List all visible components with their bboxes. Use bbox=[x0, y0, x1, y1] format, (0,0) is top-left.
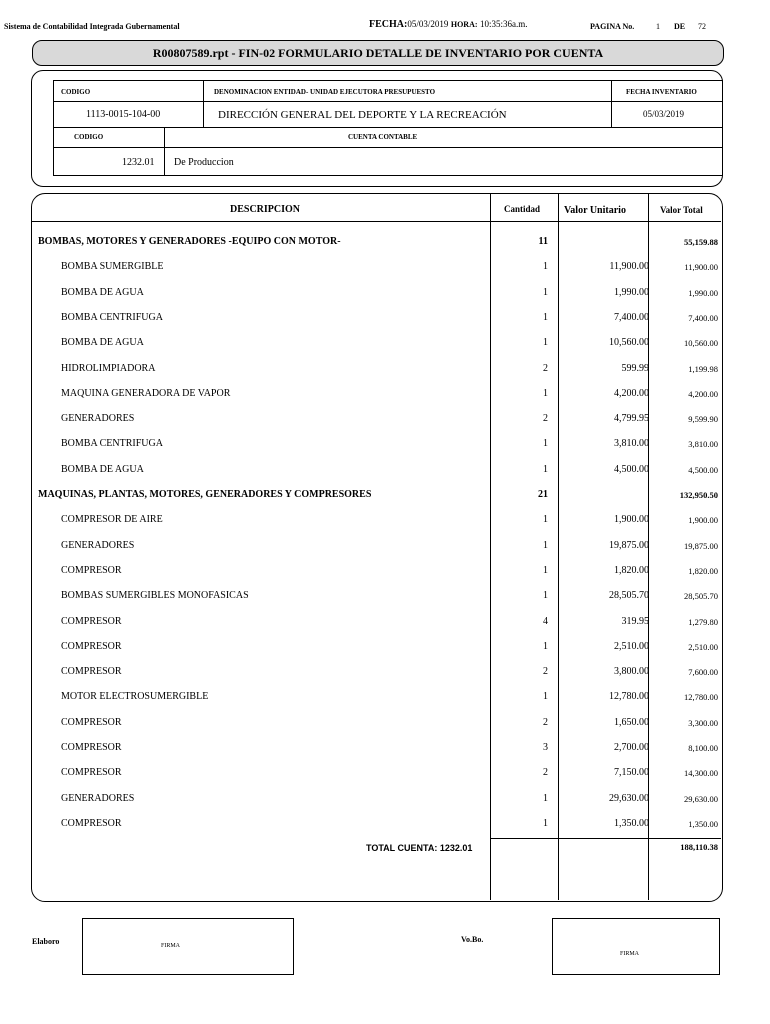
row-total-value: 7,600.00 bbox=[688, 667, 718, 678]
row-unit-value: 1,990.00 bbox=[614, 286, 649, 298]
row-quantity: 2 bbox=[543, 413, 548, 425]
row-quantity: 1 bbox=[543, 463, 548, 475]
firma-label-right: FIRMA bbox=[620, 951, 640, 957]
row-description: BOMBAS, MOTORES Y GENERADORES -EQUIPO CON MOTOR- bbox=[38, 236, 341, 247]
row-description: HIDROLIMPIADORA bbox=[61, 362, 156, 374]
header-descripcion: DESCRIPCION bbox=[230, 204, 301, 215]
row-description: GENERADORES bbox=[61, 413, 135, 425]
de-label: DE bbox=[674, 22, 686, 31]
row-total-value: 8,100.00 bbox=[688, 743, 718, 753]
table-row bbox=[0, 818, 770, 843]
table-row bbox=[0, 666, 770, 691]
row-quantity: 1 bbox=[543, 590, 548, 602]
pagina-value: 1 bbox=[656, 22, 660, 31]
firma-box-vobo bbox=[552, 918, 720, 975]
row-description: BOMBA DE AGUA bbox=[61, 337, 144, 349]
row-description: BOMBA DE AGUA bbox=[61, 463, 144, 475]
row-quantity: 2 bbox=[543, 666, 548, 678]
row-description: COMPRESOR DE AIRE bbox=[61, 514, 163, 526]
system-name: Sistema de Contabilidad Integrada Gubernamental bbox=[4, 22, 180, 31]
row-total-value: 29,630.00 bbox=[684, 793, 718, 804]
row-quantity: 1 bbox=[543, 539, 548, 551]
hora-value: 10:35:36a.m. bbox=[480, 19, 528, 29]
row-total-value: 1,990.00 bbox=[688, 287, 718, 298]
row-unit-value: 11,900.00 bbox=[609, 261, 649, 273]
row-quantity: 1 bbox=[543, 514, 548, 526]
table-row bbox=[0, 287, 770, 312]
table-row bbox=[0, 717, 770, 742]
report-title: R00807589.rpt - FIN-02 FORMULARIO DETALLE DE INVENTARIO POR CUENTA bbox=[32, 40, 724, 66]
codigo2-value: 1232.01 bbox=[122, 157, 155, 168]
table-row bbox=[0, 388, 770, 413]
row-quantity: 21 bbox=[538, 489, 548, 500]
row-description: COMPRESOR bbox=[61, 564, 122, 576]
row-unit-value: 3,810.00 bbox=[614, 438, 649, 450]
row-quantity: 11 bbox=[538, 236, 548, 247]
row-description: COMPRESOR bbox=[61, 767, 122, 779]
row-quantity: 1 bbox=[543, 438, 548, 450]
row-quantity: 1 bbox=[543, 640, 548, 652]
row-unit-value: 1,650.00 bbox=[614, 716, 649, 728]
row-description: COMPRESOR bbox=[61, 666, 122, 678]
row-total-value: 28,505.70 bbox=[684, 591, 718, 602]
row-unit-value: 4,200.00 bbox=[614, 387, 649, 399]
row-description: BOMBA DE AGUA bbox=[61, 286, 144, 298]
vobo-label: Vo.Bo. bbox=[461, 935, 484, 944]
fecha-inventario-label: FECHA INVENTARIO bbox=[626, 88, 697, 96]
row-total-value: 1,199.98 bbox=[688, 363, 718, 374]
header-valor-unitario: Valor Unitario bbox=[564, 205, 626, 216]
row-description: MOTOR ELECTROSUMERGIBLE bbox=[61, 691, 209, 703]
row-total-value: 14,300.00 bbox=[684, 768, 718, 779]
row-description: GENERADORES bbox=[61, 539, 135, 551]
table-row bbox=[0, 261, 770, 286]
row-description: BOMBA CENTRIFUGA bbox=[61, 438, 163, 450]
table-row bbox=[0, 514, 770, 539]
row-quantity: 2 bbox=[543, 362, 548, 374]
row-unit-value: 3,800.00 bbox=[614, 666, 649, 678]
row-quantity: 1 bbox=[543, 792, 548, 804]
row-unit-value: 4,799.95 bbox=[614, 413, 649, 425]
row-unit-value: 29,630.00 bbox=[609, 792, 649, 804]
row-quantity: 1 bbox=[543, 311, 548, 323]
row-quantity: 4 bbox=[543, 615, 548, 627]
codigo2-label: CODIGO bbox=[74, 133, 104, 141]
header-cantidad: Cantidad bbox=[504, 204, 541, 214]
row-description: MAQUINA GENERADORA DE VAPOR bbox=[61, 387, 231, 399]
row-total-value: 19,875.00 bbox=[684, 540, 718, 551]
table-row bbox=[0, 540, 770, 565]
row-unit-value: 7,150.00 bbox=[614, 767, 649, 779]
codigo-label: CODIGO bbox=[61, 88, 91, 96]
hora-label: HORA: bbox=[450, 20, 478, 29]
table-row bbox=[0, 565, 770, 590]
row-total-value: 3,810.00 bbox=[688, 439, 718, 450]
row-description: BOMBA SUMERGIBLE bbox=[61, 261, 164, 273]
row-unit-value: 1,820.00 bbox=[614, 564, 649, 576]
table-row bbox=[0, 337, 770, 362]
header-valor-total: Valor Total bbox=[660, 205, 703, 215]
table-row bbox=[0, 590, 770, 615]
row-description: BOMBA CENTRIFUGA bbox=[61, 311, 163, 323]
date-time bbox=[369, 19, 528, 30]
row-quantity: 3 bbox=[543, 742, 548, 753]
table-row bbox=[0, 691, 770, 716]
table-row bbox=[0, 464, 770, 489]
row-quantity: 1 bbox=[543, 261, 548, 273]
row-quantity: 1 bbox=[543, 564, 548, 576]
info-grid bbox=[53, 80, 723, 176]
row-quantity: 1 bbox=[543, 691, 548, 703]
row-total-value: 7,400.00 bbox=[688, 312, 718, 323]
row-total-value: 4,200.00 bbox=[688, 388, 718, 399]
row-description: COMPRESOR bbox=[61, 742, 122, 753]
row-total-value: 132,950.50 bbox=[679, 490, 718, 500]
row-unit-value: 319.95 bbox=[621, 615, 649, 627]
row-quantity: 1 bbox=[543, 817, 548, 829]
row-description: GENERADORES bbox=[61, 792, 135, 804]
row-unit-value: 2,510.00 bbox=[614, 640, 649, 652]
row-quantity: 2 bbox=[543, 716, 548, 728]
row-unit-value: 10,560.00 bbox=[609, 337, 649, 349]
row-total-value: 1,279.80 bbox=[688, 616, 718, 627]
denominacion-label: DENOMINACION ENTIDAD- UNIDAD EJECUTORA PRESUPUESTO bbox=[214, 88, 436, 96]
table-row bbox=[0, 616, 770, 641]
row-total-value: 55,159.88 bbox=[684, 237, 718, 247]
row-total-value: 2,510.00 bbox=[688, 641, 718, 652]
row-unit-value: 28,505.70 bbox=[609, 590, 649, 602]
row-description: COMPRESOR bbox=[61, 817, 122, 829]
total-pages: 72 bbox=[698, 22, 706, 31]
pagina-label: PAGINA No. bbox=[590, 22, 635, 31]
row-quantity: 1 bbox=[543, 286, 548, 298]
row-unit-value: 1,900.00 bbox=[614, 514, 649, 526]
row-total-value: 1,820.00 bbox=[688, 565, 718, 576]
table-row bbox=[0, 413, 770, 438]
table-row bbox=[0, 312, 770, 337]
row-unit-value: 2,700.00 bbox=[614, 742, 649, 753]
row-total-value: 1,350.00 bbox=[688, 818, 718, 829]
row-quantity: 1 bbox=[543, 337, 548, 349]
total-cuenta-label: TOTAL CUENTA: 1232.01 bbox=[366, 843, 473, 853]
row-description: COMPRESOR bbox=[61, 640, 122, 652]
firma-label-left: FIRMA bbox=[161, 943, 181, 949]
firma-box-elaboro bbox=[82, 918, 294, 975]
row-total-value: 9,599.90 bbox=[688, 414, 718, 425]
row-total-value: 4,500.00 bbox=[688, 464, 718, 475]
row-unit-value: 4,500.00 bbox=[614, 463, 649, 475]
row-total-value: 1,900.00 bbox=[688, 515, 718, 526]
table-row bbox=[0, 363, 770, 388]
table-row bbox=[0, 767, 770, 792]
elaboro-label: Elaboro bbox=[32, 937, 60, 946]
row-total-value: 12,780.00 bbox=[684, 692, 718, 703]
cuenta-contable-value: De Produccion bbox=[174, 157, 234, 168]
denominacion-value: DIRECCIÓN GENERAL DEL DEPORTE Y LA RECREACIÓN bbox=[218, 109, 507, 121]
fecha-value: 05/03/2019 bbox=[407, 19, 449, 29]
group-row bbox=[0, 236, 770, 261]
row-description: COMPRESOR bbox=[61, 716, 122, 728]
row-total-value: 10,560.00 bbox=[684, 338, 718, 349]
row-description: BOMBAS SUMERGIBLES MONOFASICAS bbox=[61, 590, 249, 602]
table-row bbox=[0, 742, 770, 767]
table-row bbox=[0, 438, 770, 463]
row-description: COMPRESOR bbox=[61, 615, 122, 627]
row-unit-value: 1,350.00 bbox=[614, 817, 649, 829]
row-total-value: 11,900.00 bbox=[684, 262, 718, 273]
table-row bbox=[0, 641, 770, 666]
row-description: MAQUINAS, PLANTAS, MOTORES, GENERADORES Y COMPRESORES bbox=[38, 489, 372, 500]
fecha-label: FECHA: bbox=[369, 19, 408, 30]
row-quantity: 2 bbox=[543, 767, 548, 779]
codigo-value: 1113-0015-104-00 bbox=[86, 109, 161, 120]
table-row bbox=[0, 793, 770, 818]
row-total-value: 3,300.00 bbox=[688, 717, 718, 728]
total-cuenta-value: 188,110.38 bbox=[680, 842, 718, 852]
row-unit-value: 599.99 bbox=[621, 362, 649, 374]
cuenta-contable-label: CUENTA CONTABLE bbox=[348, 133, 418, 141]
row-unit-value: 12,780.00 bbox=[609, 691, 649, 703]
group-row bbox=[0, 489, 770, 514]
fecha-inventario-value: 05/03/2019 bbox=[643, 109, 685, 119]
row-unit-value: 19,875.00 bbox=[609, 539, 649, 551]
row-quantity: 1 bbox=[543, 387, 548, 399]
row-unit-value: 7,400.00 bbox=[614, 311, 649, 323]
